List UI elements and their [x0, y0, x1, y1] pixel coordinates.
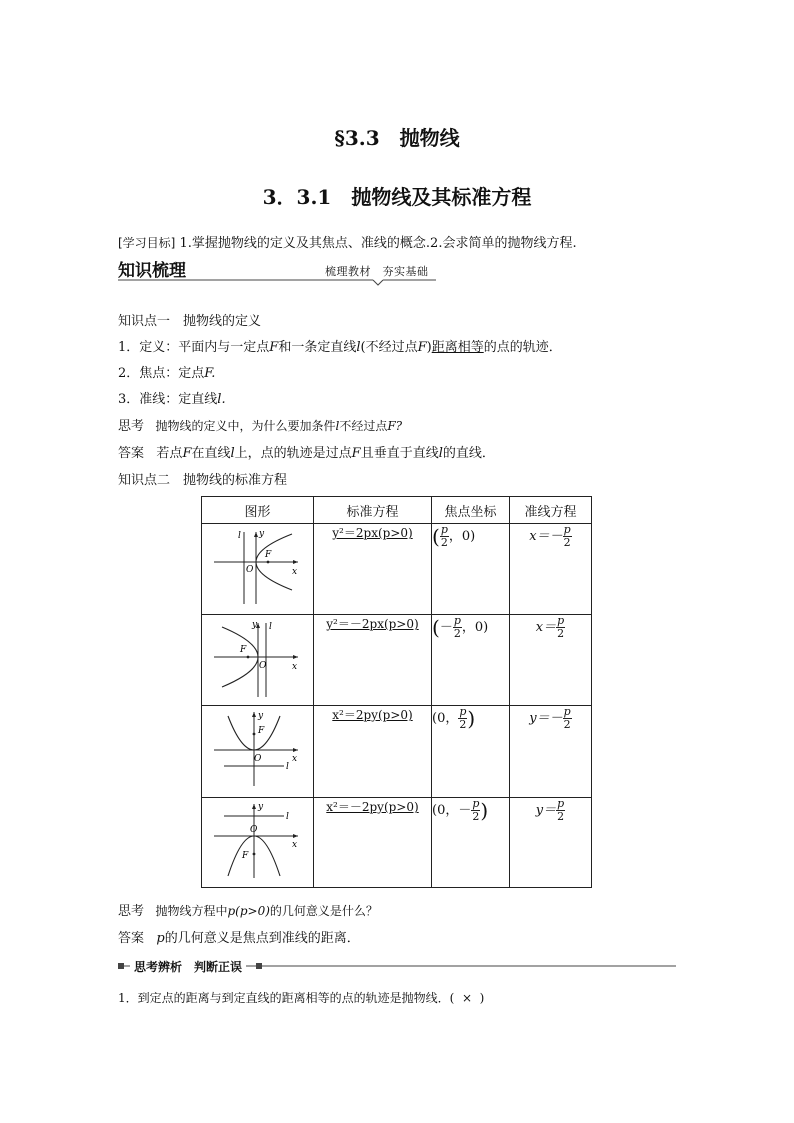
- think2: 思考 抛物线方程中p(p>0)的几何意义是什么？: [118, 904, 378, 919]
- y-axis-label: y: [259, 529, 265, 539]
- knowledge-header-subtitle: 梳理教材 夯实基础: [325, 265, 429, 278]
- graph-cell: [202, 524, 314, 615]
- svg-text:y: y: [258, 711, 264, 721]
- directrix-cell: x＝ $\frac{p}{2}$: [510, 615, 592, 706]
- header-figure: 图形: [202, 497, 314, 524]
- svg-text:O: O: [259, 661, 267, 671]
- equation-text: y²＝2px(p>0): [332, 526, 413, 540]
- svg-text:O: O: [250, 825, 258, 835]
- discrimination-title: 思考辨析 判断正误: [130, 958, 246, 975]
- svg-text:x: x: [292, 754, 298, 764]
- equation-cell: x²＝－2py(p>0): [314, 798, 432, 888]
- parabola-right-graph: [202, 524, 313, 610]
- learning-goals-text: 1.掌握抛物线的定义及其焦点、准线的概念.2.会求简单的抛物线方程.: [179, 236, 577, 251]
- focus-label: F: [265, 550, 272, 560]
- svg-text:x: x: [292, 662, 298, 672]
- graph-cell: [202, 798, 314, 888]
- svg-text:l: l: [286, 762, 289, 772]
- svg-text:F: F: [242, 851, 249, 861]
- table-row: [202, 524, 592, 615]
- svg-text:x: x: [292, 840, 298, 850]
- svg-text:F: F: [258, 726, 265, 736]
- question-1-mark: ×: [461, 991, 473, 1005]
- answer1: 答案 若点F在直线l上，点的轨迹是过点F且垂直于直线l的直线．: [118, 446, 495, 461]
- equation-cell: [314, 524, 432, 615]
- directrix-cell: y＝－ $\frac{p}{2}$: [510, 706, 592, 798]
- x-axis-label: x: [292, 567, 298, 577]
- answer2: 答案 p的几何意义是焦点到准线的距离．: [118, 931, 360, 946]
- equation-cell: x²＝2py(p>0): [314, 706, 432, 798]
- header-focus: 焦点坐标: [432, 497, 510, 524]
- discrimination-header: [118, 960, 676, 974]
- subsection-title: 3．3.1 抛物线及其标准方程: [262, 185, 532, 209]
- section-title: §3.3 抛物线: [334, 126, 460, 150]
- table-header-row: [202, 497, 592, 524]
- directrix-cell: y＝ $\frac{p}{2}$: [510, 798, 592, 888]
- graph-cell: [202, 706, 314, 798]
- header-equation: 标准方程: [314, 497, 432, 524]
- directrix-cell: x＝－ $\frac{p}{2}$: [510, 524, 592, 615]
- parabola-down-graph: [202, 798, 313, 883]
- table-row: [202, 798, 592, 888]
- parabola-left-graph: [202, 615, 313, 701]
- knowledge-header: [118, 256, 436, 286]
- svg-text:y: y: [252, 620, 258, 630]
- learning-goals-tag: [学习目标]: [118, 236, 176, 250]
- origin-label: O: [246, 565, 254, 575]
- svg-text:l: l: [269, 622, 272, 632]
- point1-item3: 3．准线：定直线l.: [118, 392, 226, 407]
- point2-title: 知识点二 抛物线的标准方程: [118, 473, 288, 488]
- focus-cell: ( $\frac{p}{2}$ ，0): [432, 524, 510, 615]
- table-row: [202, 706, 592, 798]
- svg-text:l: l: [286, 812, 289, 822]
- point1-item2: 2．焦点：定点F.: [118, 366, 216, 381]
- equation-cell: y²＝－2px(p>0): [314, 615, 432, 706]
- knowledge-header-title: 知识梳理: [118, 261, 186, 281]
- think1: 思考 抛物线的定义中，为什么要加条件l不经过点F?: [118, 419, 403, 434]
- table-row: [202, 615, 592, 706]
- directrix-label: l: [238, 531, 241, 541]
- focus-cell: (0，－ $\frac{p}{2}$ ): [432, 798, 510, 888]
- svg-text:y: y: [258, 802, 264, 812]
- graph-cell: [202, 615, 314, 706]
- svg-text:O: O: [254, 754, 262, 764]
- learning-goals: [118, 232, 577, 251]
- question-1: 1．到定点的距离与到定直线的距离相等的点的轨迹是抛物线．( × ): [118, 991, 485, 1005]
- point1-item1: 1．定义：平面内与一定点F和一条定直线l(不经过点F)距离相等的点的轨迹．: [118, 340, 562, 355]
- focus-cell: (0， $\frac{p}{2}$ ): [432, 706, 510, 798]
- parabola-up-graph: [202, 706, 313, 793]
- standard-equation-table: [201, 496, 592, 888]
- focus-cell: (－ $\frac{p}{2}$ ，0): [432, 615, 510, 706]
- point1-title: 知识点一 抛物线的定义: [118, 314, 262, 329]
- svg-text:F: F: [240, 645, 247, 655]
- header-directrix: 准线方程: [510, 497, 592, 524]
